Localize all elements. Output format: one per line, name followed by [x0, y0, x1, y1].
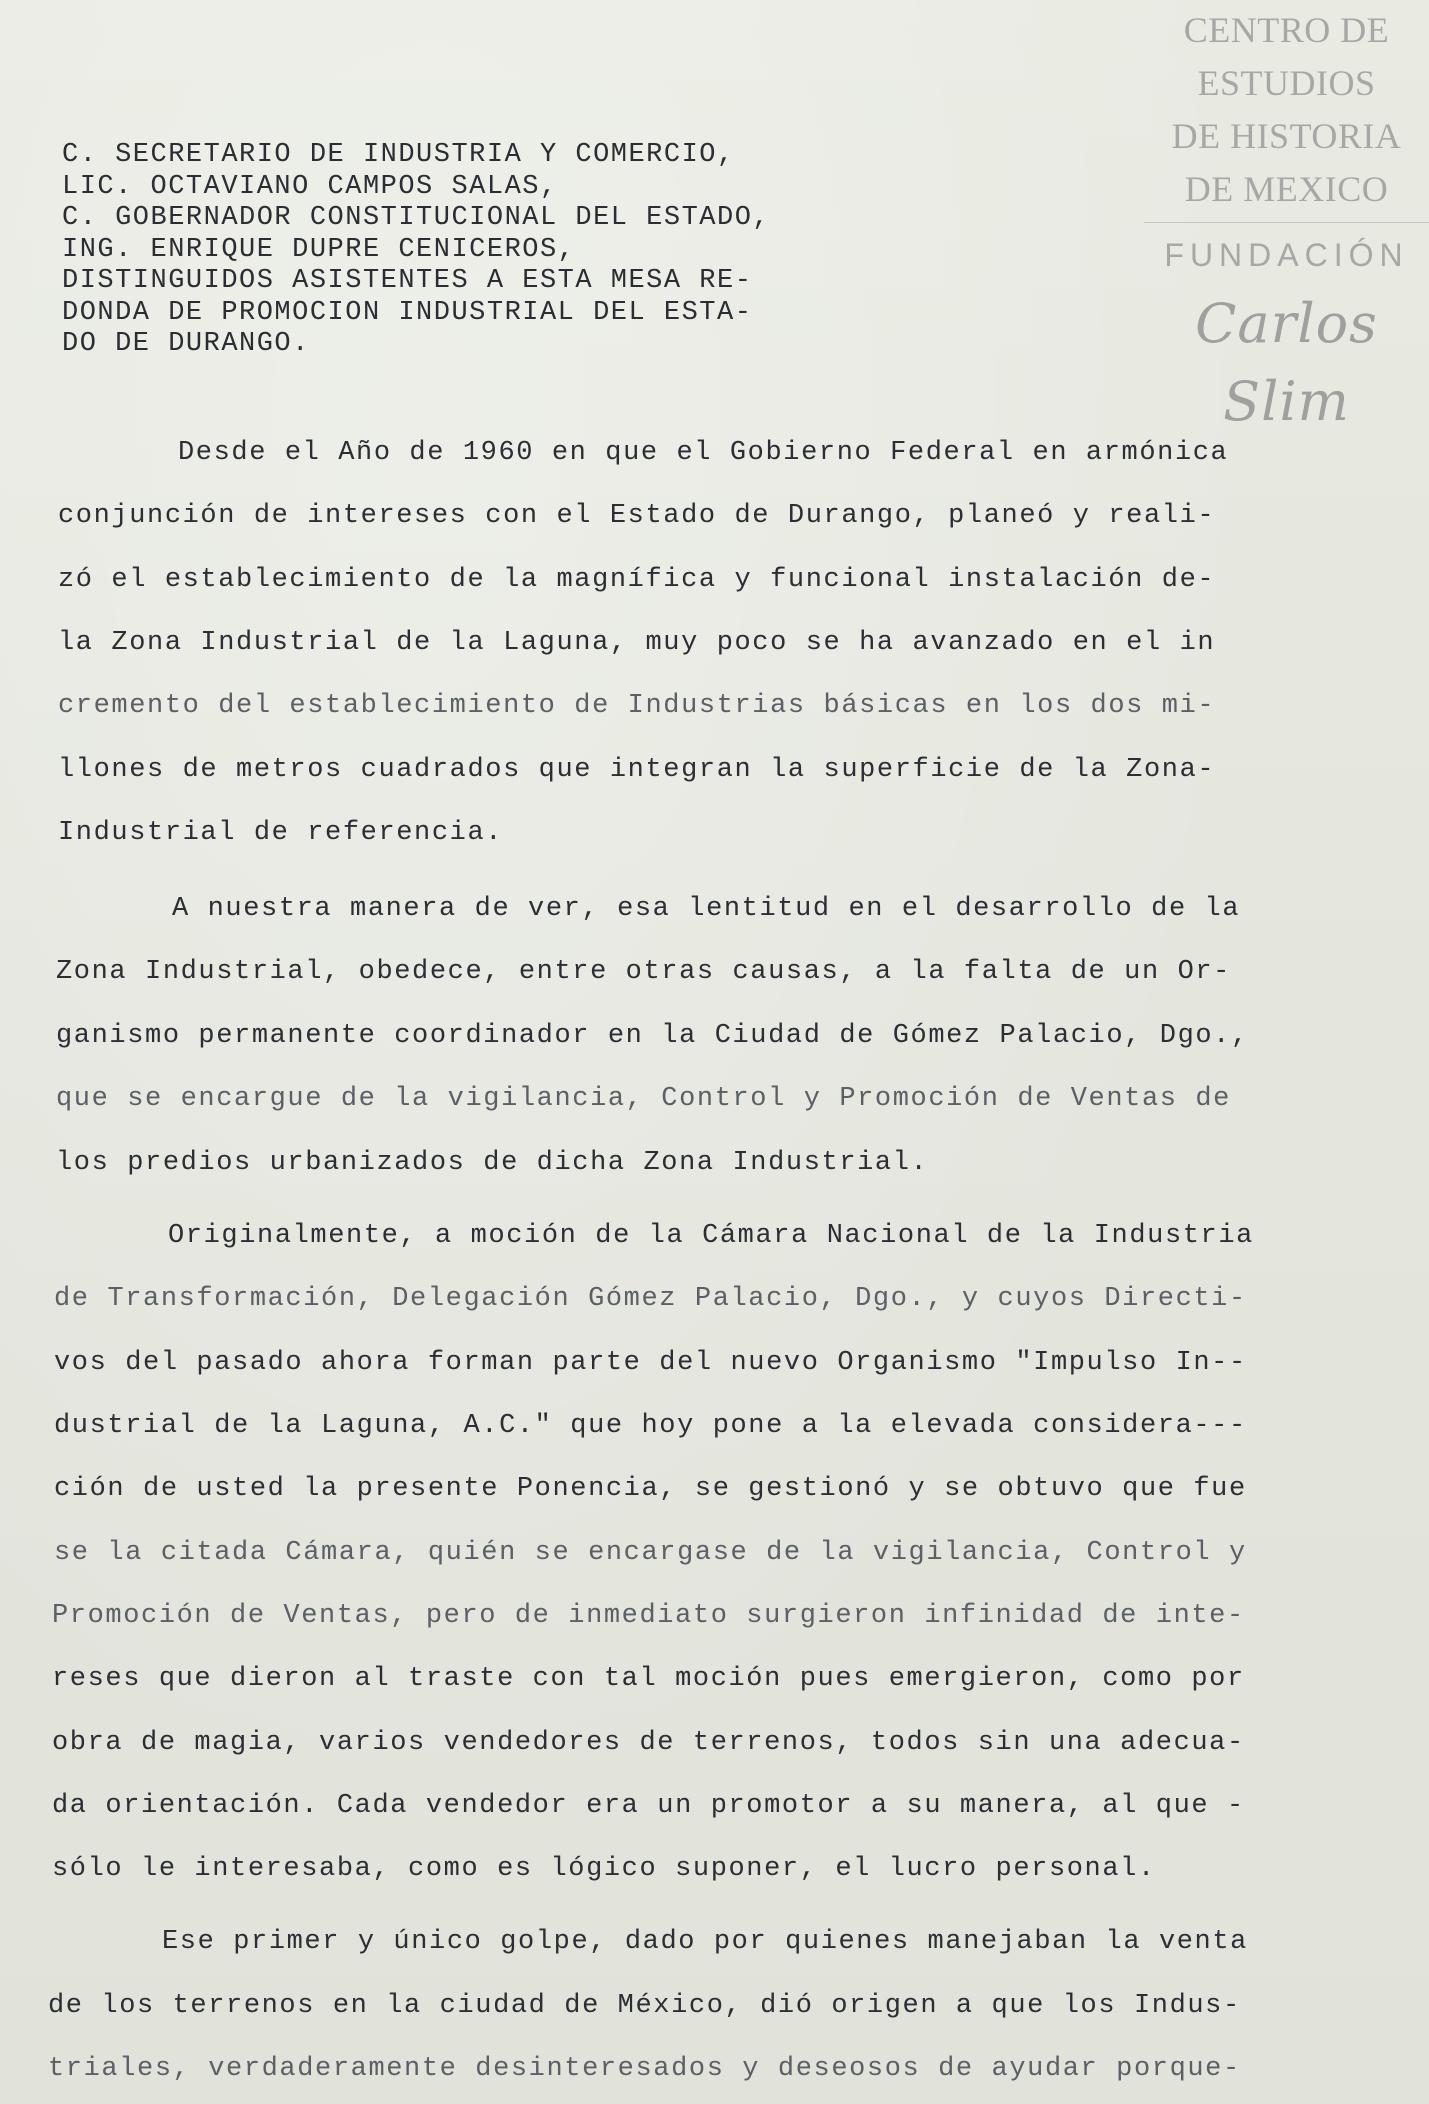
watermark-line-3: DE HISTORIA — [1171, 116, 1402, 156]
salutation-line: C. GOBERNADOR CONSTITUCIONAL DEL ESTADO, — [62, 203, 771, 233]
body-line: reses que dieron al traste con tal moción pues emergieron, como por — [52, 1664, 1245, 1694]
body-line: cremento del establecimiento de Industrias básicas en los dos mi- — [58, 691, 1216, 721]
body-line: A nuestra manera de ver, esa lentitud en el desarrollo de la — [172, 894, 1241, 924]
watermark-line-1: CENTRO DE — [1183, 10, 1390, 50]
body-line: que se encargue de la vigilancia, Control y Promoción de Ventas de — [56, 1084, 1231, 1114]
body-line: conjunción de intereses con el Estado de Durango, planeó y reali- — [58, 501, 1216, 531]
salutation-line: DONDA DE PROMOCION INDUSTRIAL DEL ESTA- — [62, 297, 753, 328]
body-line: Zona Industrial, obedece, entre otras causas, a la falta de un Or- — [56, 957, 1231, 987]
body-line: se la citada Cámara, quién se encargase de la vigilancia, Control y — [54, 1538, 1247, 1568]
body-line: dustrial de la Laguna, A.C." que hoy pone a la elevada considera--- — [54, 1411, 1247, 1441]
salutation-line: DO DE DURANGO. — [62, 329, 310, 359]
watermark-line-4: DE MEXICO — [1184, 169, 1389, 209]
body-line: los predios urbanizados de dicha Zona Industrial. — [56, 1148, 929, 1178]
body-line: de los terrenos en la ciudad de México, dió origen a que los Indus- — [48, 1991, 1241, 2021]
body-line: triales, verdaderamente desinteresados y deseosos de ayudar porque- — [48, 2054, 1241, 2084]
body-line: ción de usted la presente Ponencia, se gestionó y se obtuvo que fue — [54, 1474, 1247, 1504]
watermark-line-2: ESTUDIOS — [1197, 63, 1376, 103]
salutation-line: LIC. OCTAVIANO CAMPOS SALAS, — [62, 171, 558, 202]
body-line: Ese primer y único golpe, dado por quienes manejaban la venta — [162, 1927, 1248, 1957]
body-line: Originalmente, a moción de la Cámara Nacional de la Industria — [168, 1221, 1254, 1251]
body-line: obra de magia, varios vendedores de terrenos, todos sin una adecua- — [52, 1728, 1245, 1758]
body-line: Promoción de Ventas, pero de inmediato surgieron infinidad de inte- — [52, 1601, 1245, 1631]
body-line: de Transformación, Delegación Gómez Palacio, Dgo., y cuyos Directi- — [54, 1284, 1247, 1314]
body-line: Desde el Año de 1960 en que el Gobierno Federal en armónica — [178, 438, 1229, 468]
salutation-line: DISTINGUIDOS ASISTENTES A ESTA MESA RE- — [62, 266, 753, 296]
body-line: sólo le interesaba, como es lógico suponer, el lucro personal. — [52, 1854, 1156, 1884]
watermark-signature: Carlos Slim — [1195, 292, 1378, 433]
body-line: Industrial de referencia. — [58, 818, 504, 848]
salutation-line: ING. ENRIQUE DUPRE CENICEROS, — [62, 234, 576, 265]
body-line: ganismo permanente coordinador en la Ciudad de Gómez Palacio, Dgo., — [56, 1021, 1249, 1051]
body-line: zó el establecimiento de la magnífica y funcional instalación de- — [58, 565, 1216, 595]
body-line: llones de metros cuadrados que integran la superficie de la Zona- — [58, 755, 1216, 785]
body-line: vos del pasado ahora forman parte del nuevo Organismo "Impulso In-- — [54, 1348, 1247, 1378]
salutation-line: C. SECRETARIO DE INDUSTRIA Y COMERCIO, — [62, 140, 735, 170]
body-line: da orientación. Cada vendedor era un promotor a su manera, al que - — [52, 1791, 1245, 1821]
watermark-fundacion: FUNDACIÓN — [1164, 237, 1409, 273]
body-line: la Zona Industrial de la Laguna, muy poco se ha avanzado en el in — [58, 628, 1216, 658]
